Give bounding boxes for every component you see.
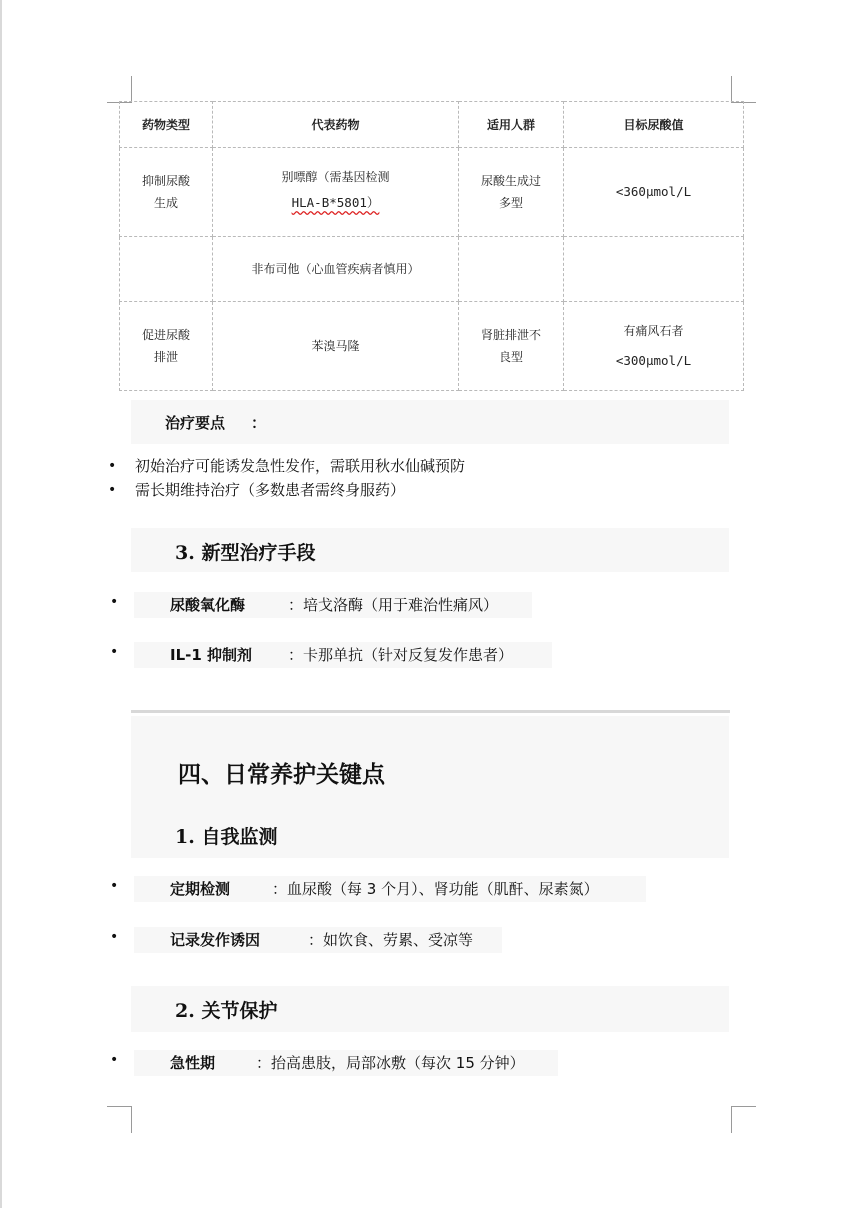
bullet-icon: • [108,458,117,474]
table-header-cell: 适用人群 [459,102,564,148]
item-term: 急性期 [170,1054,216,1072]
item-desc: ：卡那单抗（针对反复发作患者） [288,646,514,664]
heading-colon: ： [251,414,267,432]
item-term: 尿酸氧化酶 [170,596,246,614]
table-cell-group [459,302,564,391]
item-term: IL-1 抑制剂 [170,646,253,664]
table-cell-type [120,237,213,302]
list-item [0,592,858,618]
list-item-text: 初始治疗可能诱发急性发作，需联用秋水仙碱预防 [135,457,466,475]
item-term: 定期检测 [170,880,231,898]
cell-text: 尿酸生成过多型 [481,174,542,210]
heading-text: 治疗要点 [165,414,226,432]
table-row [120,237,744,302]
cell-text: HLA-B*5801） [291,195,380,210]
cell-text: <300μmol/L [615,353,692,368]
table-cell-drug: 苯溴马隆 [213,302,459,391]
list-item [0,876,858,902]
list-item [0,478,465,502]
table-cell-target: <360μmol/L [564,148,744,237]
item-desc: ：培戈洛酶（用于难治性痛风） [288,596,499,614]
crop-mark-bottom-left [107,1106,132,1133]
bullet-icon: • [110,594,119,610]
bullet-icon: • [110,878,119,894]
table-row [120,302,744,391]
table-header-cell: 药物类型 [120,102,213,148]
bullet-icon: • [110,929,119,945]
cell-text: 有痛风石者 [623,324,684,338]
crop-mark-top-left [107,76,132,103]
table-cell-group [459,148,564,237]
subsection-2-heading: 2. 关节保护 [175,1000,278,1022]
table-cell-type [120,302,213,391]
bullet-icon: • [110,644,119,660]
table-header-cell: 代表药物 [213,102,459,148]
item-desc: ：抬高患肢，局部冰敷（每次 15 分钟） [256,1054,525,1072]
list-item [0,454,465,478]
item-term: 记录发作诱因 [170,931,261,949]
bullet-icon: • [108,482,117,498]
table-cell-drug [213,148,459,237]
part-4-heading: 四、日常养护关键点 [178,761,385,788]
cell-text: 促进尿酸排泄 [142,328,191,364]
subsection-1-heading: 1. 自我监测 [175,826,278,848]
item-desc: ：血尿酸（每 3 个月）、肾功能（肌酐、尿素氮） [272,880,599,898]
list-item [0,642,858,668]
crop-mark-bottom-right [731,1106,756,1133]
drug-table [119,101,744,391]
bullet-icon: • [110,1052,119,1068]
crop-mark-top-right [731,76,756,103]
table-cell-group [459,237,564,302]
table-cell-target [564,302,744,391]
cell-text: 别嘌醇（需基因检测 [281,170,390,184]
list-item [0,1050,858,1076]
cell-text: 抑制尿酸生成 [142,174,191,210]
list-item-text: 需长期维持治疗（多数患者需终身服药） [135,481,406,499]
table-cell-drug: 非布司他（心血管疾病者慎用） [213,237,459,302]
treatment-points-list [0,454,465,502]
table-cell-target [564,237,744,302]
section-3-heading: 3. 新型治疗手段 [175,542,316,564]
table-cell-type [120,148,213,237]
list-item [0,927,858,953]
item-desc: ：如饮食、劳累、受凉等 [308,931,474,949]
table-header-row [120,102,744,148]
treatment-points-heading [165,412,266,433]
horizontal-divider [131,710,730,713]
cell-text: 肾脏排泄不良型 [481,328,542,364]
table-row [120,148,744,237]
table-header-cell: 目标尿酸值 [564,102,744,148]
